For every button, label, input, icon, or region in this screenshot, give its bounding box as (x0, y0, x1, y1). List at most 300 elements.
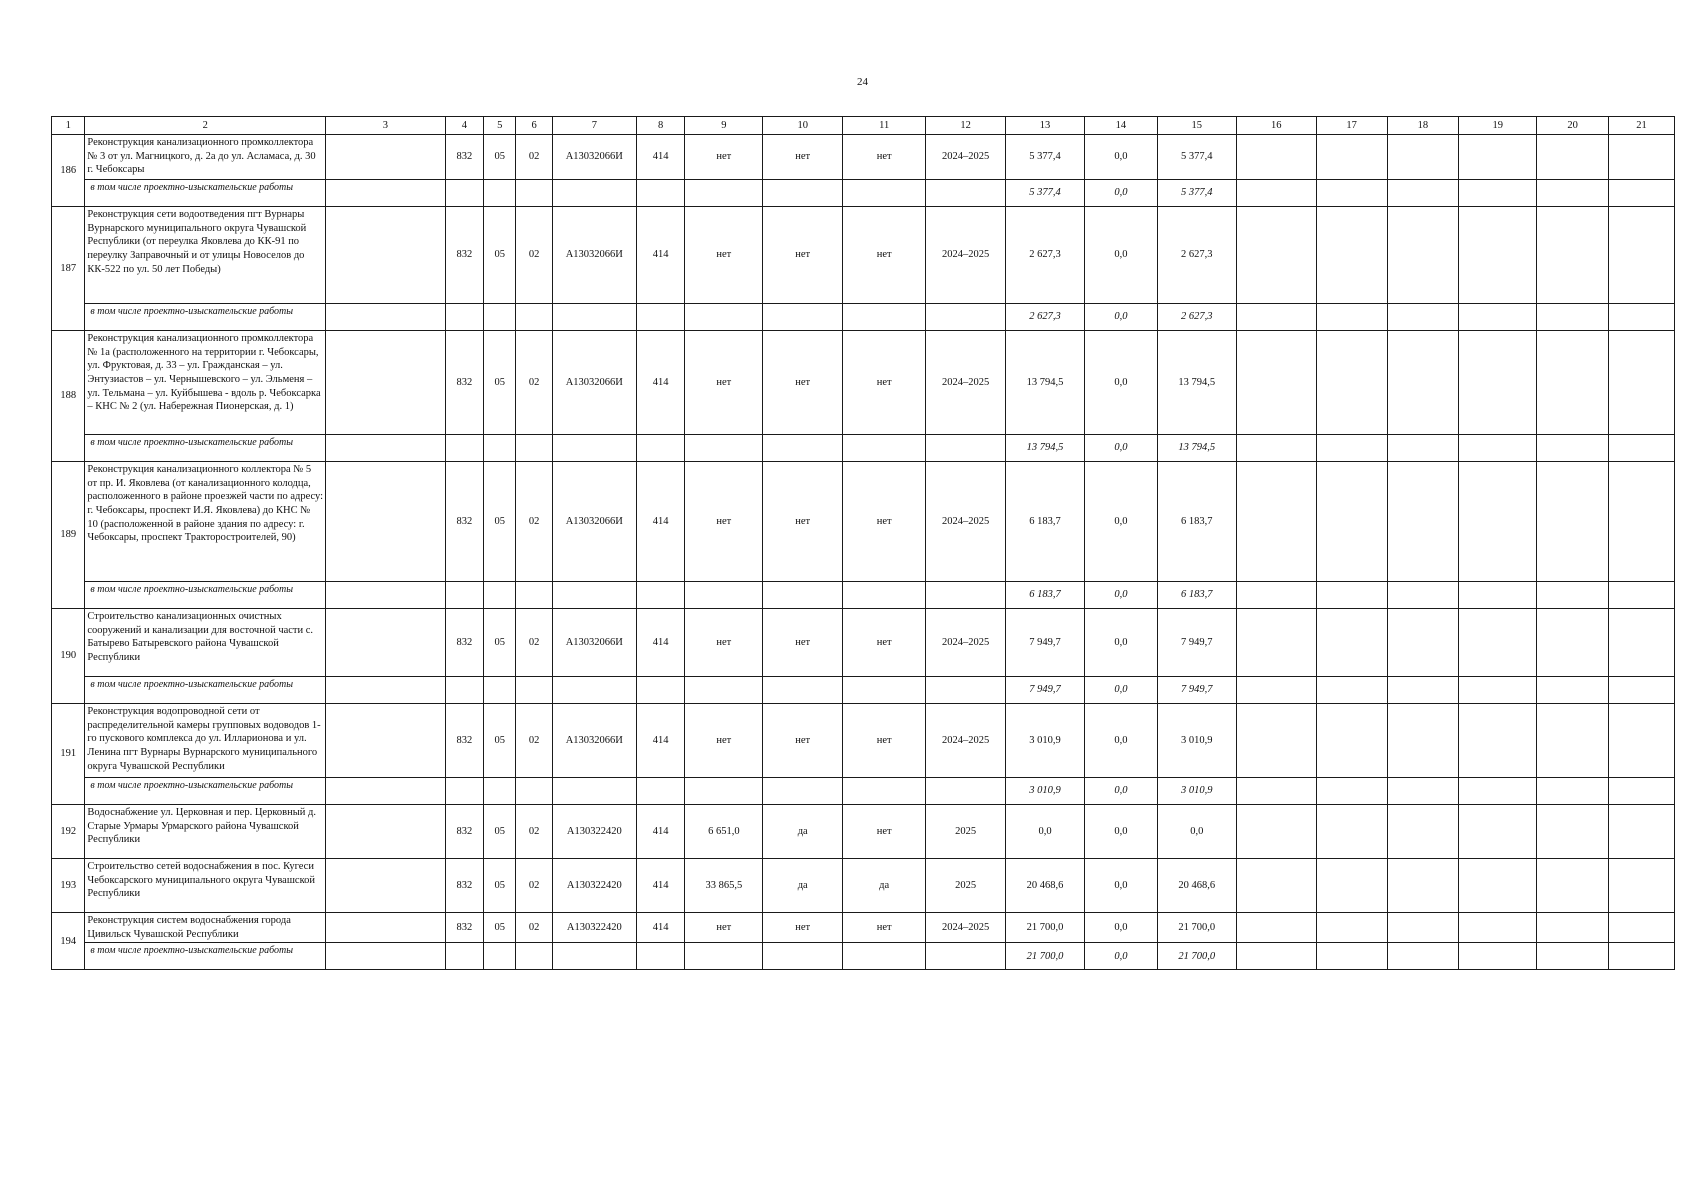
cell-col-16 (1236, 135, 1316, 180)
row-number: 193 (52, 859, 85, 913)
column-number-21: 21 (1609, 117, 1675, 135)
cell-col-17 (1316, 207, 1387, 304)
cell-col-8 (636, 778, 685, 805)
cell-col-10: нет (763, 704, 843, 778)
cell-col-9: нет (685, 913, 763, 943)
cell-col-21 (1609, 435, 1675, 462)
cell-col-15: 0,0 (1157, 805, 1236, 859)
cell-col-18 (1387, 778, 1459, 805)
column-number-3: 3 (326, 117, 445, 135)
object-name: Реконструкция водопроводной сети от распределительной камеры групповых водоводов 1-го пускового комплекса до ул. Илларионова и ул. Ленина пгт Вурнары Вурнарского муниципального округа Чувашской Республики (85, 704, 326, 778)
cell-col-8: 414 (636, 462, 685, 582)
table-row (52, 859, 1675, 913)
cell-col-8: 414 (636, 609, 685, 677)
cell-col-16 (1236, 304, 1316, 331)
row-number: 189 (52, 462, 85, 609)
subtotal-col-14: 0,0 (1085, 943, 1158, 970)
cell-col-11 (843, 180, 926, 207)
cell-col-18 (1387, 805, 1459, 859)
column-numbers-row (52, 117, 1675, 135)
subtotal-col-13: 13 794,5 (1006, 435, 1085, 462)
subtotal-col-14: 0,0 (1085, 582, 1158, 609)
cell-col-11: нет (843, 609, 926, 677)
cell-col-16 (1236, 805, 1316, 859)
cell-col-21 (1609, 805, 1675, 859)
cell-col-19 (1459, 207, 1537, 304)
subtotal-label: в том числе проектно-изыскательские работы (85, 304, 326, 331)
cell-col-4: 832 (445, 704, 483, 778)
object-name: Реконструкция сети водоотведения пгт Вурнары Вурнарского муниципального округа Чувашской Республики (от переулка Яковлева до КК-91 по переулку Заправочный и от улицы Новоселов до КК-522 по ул. 50 лет Победы) (85, 207, 326, 304)
cell-col-14: 0,0 (1085, 805, 1158, 859)
cell-col-5: 05 (484, 609, 516, 677)
cell-col-16 (1236, 778, 1316, 805)
cell-col-18 (1387, 859, 1459, 913)
cell-col-6 (516, 180, 552, 207)
cell-col-9: 6 651,0 (685, 805, 763, 859)
subtotal-row (52, 778, 1675, 805)
column-number-4: 4 (445, 117, 483, 135)
cell-col-21 (1609, 180, 1675, 207)
cell-col-9: нет (685, 331, 763, 435)
cell-col-8 (636, 304, 685, 331)
subtotal-col-13: 5 377,4 (1006, 180, 1085, 207)
object-name: Строительство сетей водоснабжения в пос. Кугеси Чебоксарского муниципального округа Чувашской Республики (85, 859, 326, 913)
cell-col-10 (763, 180, 843, 207)
cell-col-17 (1316, 805, 1387, 859)
cell-col-8 (636, 435, 685, 462)
object-name: Реконструкция канализационного промколлектора № 3 от ул. Магницкого, д. 2а до ул. Асламаса, д. 30 г. Чебоксары (85, 135, 326, 180)
cell-col-14: 0,0 (1085, 859, 1158, 913)
cell-col-4: 832 (445, 331, 483, 435)
table-row (52, 207, 1675, 304)
cell-col-20 (1537, 582, 1609, 609)
cell-col-11 (843, 943, 926, 970)
subtotal-label: в том числе проектно-изыскательские работы (85, 778, 326, 805)
cell-col-18 (1387, 943, 1459, 970)
row-number: 191 (52, 704, 85, 805)
cell-col-4: 832 (445, 207, 483, 304)
cell-col-4 (445, 677, 483, 704)
table-row (52, 805, 1675, 859)
cell-col-20 (1537, 704, 1609, 778)
subtotal-col-15: 7 949,7 (1157, 677, 1236, 704)
cell-col-7 (552, 582, 636, 609)
cell-col-20 (1537, 462, 1609, 582)
cell-col-7 (552, 304, 636, 331)
cell-col-21 (1609, 462, 1675, 582)
cell-col-6: 02 (516, 135, 552, 180)
object-name: Строительство канализационных очистных сооружений и канализации для восточной части с. Батырево Батыревского района Чувашской Республики (85, 609, 326, 677)
cell-col-20 (1537, 677, 1609, 704)
cell-col-10: нет (763, 913, 843, 943)
cell-col-3 (326, 304, 445, 331)
cell-col-13: 20 468,6 (1006, 859, 1085, 913)
cell-col-9 (685, 943, 763, 970)
cell-col-10 (763, 304, 843, 331)
cell-col-14: 0,0 (1085, 331, 1158, 435)
row-number: 192 (52, 805, 85, 859)
object-name: Водоснабжение ул. Церковная и пер. Церковный д. Старые Урмары Урмарского района Чувашской Республики (85, 805, 326, 859)
column-number-7: 7 (552, 117, 636, 135)
cell-col-5: 05 (484, 913, 516, 943)
cell-col-20 (1537, 331, 1609, 435)
cell-col-7: А13032066И (552, 331, 636, 435)
cell-col-3 (326, 331, 445, 435)
cell-col-11: нет (843, 805, 926, 859)
cell-col-8: 414 (636, 913, 685, 943)
cell-col-12: 2025 (926, 859, 1006, 913)
cell-col-6: 02 (516, 805, 552, 859)
cell-col-20 (1537, 943, 1609, 970)
cell-col-10: нет (763, 331, 843, 435)
cell-col-11: нет (843, 331, 926, 435)
column-number-2: 2 (85, 117, 326, 135)
cell-col-18 (1387, 304, 1459, 331)
cell-col-3 (326, 704, 445, 778)
cell-col-14: 0,0 (1085, 704, 1158, 778)
cell-col-16 (1236, 435, 1316, 462)
subtotal-col-15: 6 183,7 (1157, 582, 1236, 609)
cell-col-16 (1236, 180, 1316, 207)
cell-col-8: 414 (636, 859, 685, 913)
cell-col-7: А13032066И (552, 135, 636, 180)
cell-col-18 (1387, 135, 1459, 180)
cell-col-8 (636, 180, 685, 207)
cell-col-12 (926, 180, 1006, 207)
cell-col-9 (685, 778, 763, 805)
cell-col-11: нет (843, 207, 926, 304)
cell-col-17 (1316, 859, 1387, 913)
cell-col-20 (1537, 304, 1609, 331)
cell-col-7: А130322420 (552, 859, 636, 913)
cell-col-17 (1316, 704, 1387, 778)
cell-col-7: А13032066И (552, 207, 636, 304)
cell-col-12: 2024–2025 (926, 331, 1006, 435)
cell-col-8: 414 (636, 135, 685, 180)
subtotal-col-14: 0,0 (1085, 435, 1158, 462)
cell-col-6: 02 (516, 207, 552, 304)
subtotal-row (52, 304, 1675, 331)
cell-col-9: нет (685, 135, 763, 180)
cell-col-5 (484, 180, 516, 207)
cell-col-4 (445, 943, 483, 970)
cell-col-3 (326, 582, 445, 609)
cell-col-7: А13032066И (552, 704, 636, 778)
cell-col-5: 05 (484, 207, 516, 304)
cell-col-7 (552, 943, 636, 970)
cell-col-5: 05 (484, 331, 516, 435)
cell-col-17 (1316, 135, 1387, 180)
column-number-1: 1 (52, 117, 85, 135)
cell-col-13: 2 627,3 (1006, 207, 1085, 304)
table-row (52, 913, 1675, 943)
cell-col-10: нет (763, 135, 843, 180)
cell-col-14: 0,0 (1085, 135, 1158, 180)
cell-col-4 (445, 304, 483, 331)
cell-col-4 (445, 778, 483, 805)
cell-col-4: 832 (445, 135, 483, 180)
column-number-14: 14 (1085, 117, 1158, 135)
cell-col-6 (516, 677, 552, 704)
cell-col-17 (1316, 582, 1387, 609)
cell-col-12 (926, 582, 1006, 609)
cell-col-19 (1459, 913, 1537, 943)
cell-col-4: 832 (445, 462, 483, 582)
cell-col-11 (843, 582, 926, 609)
row-number: 187 (52, 207, 85, 331)
cell-col-21 (1609, 913, 1675, 943)
cell-col-13: 21 700,0 (1006, 913, 1085, 943)
cell-col-16 (1236, 331, 1316, 435)
subtotal-col-14: 0,0 (1085, 304, 1158, 331)
cell-col-3 (326, 859, 445, 913)
cell-col-5: 05 (484, 805, 516, 859)
column-number-8: 8 (636, 117, 685, 135)
cell-col-20 (1537, 435, 1609, 462)
cell-col-9 (685, 582, 763, 609)
cell-col-15: 13 794,5 (1157, 331, 1236, 435)
cell-col-13: 3 010,9 (1006, 704, 1085, 778)
cell-col-13: 6 183,7 (1006, 462, 1085, 582)
column-number-5: 5 (484, 117, 516, 135)
cell-col-4: 832 (445, 805, 483, 859)
cell-col-11 (843, 677, 926, 704)
cell-col-10: нет (763, 462, 843, 582)
cell-col-18 (1387, 180, 1459, 207)
cell-col-11: нет (843, 462, 926, 582)
cell-col-7 (552, 778, 636, 805)
cell-col-12 (926, 304, 1006, 331)
cell-col-9: нет (685, 704, 763, 778)
cell-col-7 (552, 435, 636, 462)
cell-col-16 (1236, 609, 1316, 677)
cell-col-4 (445, 435, 483, 462)
cell-col-4 (445, 180, 483, 207)
cell-col-19 (1459, 135, 1537, 180)
column-number-17: 17 (1316, 117, 1387, 135)
cell-col-5: 05 (484, 859, 516, 913)
cell-col-8: 414 (636, 805, 685, 859)
cell-col-12 (926, 943, 1006, 970)
cell-col-12: 2025 (926, 805, 1006, 859)
cell-col-6 (516, 778, 552, 805)
cell-col-8 (636, 677, 685, 704)
cell-col-12: 2024–2025 (926, 609, 1006, 677)
cell-col-9: 33 865,5 (685, 859, 763, 913)
cell-col-8 (636, 943, 685, 970)
cell-col-6: 02 (516, 704, 552, 778)
cell-col-19 (1459, 609, 1537, 677)
cell-col-11 (843, 435, 926, 462)
column-number-13: 13 (1006, 117, 1085, 135)
cell-col-5 (484, 943, 516, 970)
cell-col-3 (326, 180, 445, 207)
subtotal-col-14: 0,0 (1085, 677, 1158, 704)
cell-col-16 (1236, 462, 1316, 582)
cell-col-12: 2024–2025 (926, 135, 1006, 180)
cell-col-20 (1537, 180, 1609, 207)
cell-col-14: 0,0 (1085, 913, 1158, 943)
cell-col-21 (1609, 304, 1675, 331)
cell-col-6 (516, 304, 552, 331)
cell-col-11: да (843, 859, 926, 913)
cell-col-12: 2024–2025 (926, 913, 1006, 943)
subtotal-col-13: 2 627,3 (1006, 304, 1085, 331)
cell-col-5 (484, 435, 516, 462)
subtotal-row (52, 677, 1675, 704)
cell-col-17 (1316, 435, 1387, 462)
cell-col-9 (685, 180, 763, 207)
row-number: 194 (52, 913, 85, 970)
cell-col-18 (1387, 331, 1459, 435)
row-number: 186 (52, 135, 85, 207)
subtotal-label: в том числе проектно-изыскательские работы (85, 677, 326, 704)
object-name: Реконструкция канализационного коллектора № 5 от пр. И. Яковлева (от канализационного колодца, расположенного в районе проезжей части по адресу: г. Чебоксары, проспект И.Я. Яковлева) до КНС № 10 (расположенной в районе здания по адресу: г. Чебоксары, проспект Тракторостроителей, 90) (85, 462, 326, 582)
object-name: Реконструкция канализационного промколлектора № 1а (расположенного на территории г. Чебоксары, ул. Фруктовая, д. 33 – ул. Гражданская – ул. Энтузиастов – ул. Чернышевского – ул. Эльменя – ул. Тельмана – ул. Куйбышева - вдоль р. Чебоксарка – КНС № 2 (ул. Набережная Пионерская, д. 1) (85, 331, 326, 435)
table-row (52, 462, 1675, 582)
cell-col-21 (1609, 677, 1675, 704)
cell-col-13: 5 377,4 (1006, 135, 1085, 180)
cell-col-3 (326, 677, 445, 704)
table-row (52, 609, 1675, 677)
cell-col-10 (763, 677, 843, 704)
cell-col-6 (516, 435, 552, 462)
subtotal-col-15: 13 794,5 (1157, 435, 1236, 462)
column-number-15: 15 (1157, 117, 1236, 135)
subtotal-col-15: 2 627,3 (1157, 304, 1236, 331)
cell-col-20 (1537, 859, 1609, 913)
cell-col-17 (1316, 677, 1387, 704)
cell-col-19 (1459, 943, 1537, 970)
cell-col-5 (484, 677, 516, 704)
cell-col-18 (1387, 704, 1459, 778)
cell-col-21 (1609, 704, 1675, 778)
cell-col-5 (484, 582, 516, 609)
cell-col-17 (1316, 913, 1387, 943)
cell-col-5: 05 (484, 462, 516, 582)
cell-col-19 (1459, 462, 1537, 582)
cell-col-3 (326, 778, 445, 805)
cell-col-15: 6 183,7 (1157, 462, 1236, 582)
cell-col-12 (926, 435, 1006, 462)
cell-col-17 (1316, 609, 1387, 677)
cell-col-19 (1459, 435, 1537, 462)
cell-col-6: 02 (516, 859, 552, 913)
cell-col-21 (1609, 582, 1675, 609)
table-row (52, 135, 1675, 180)
subtotal-row (52, 943, 1675, 970)
column-number-6: 6 (516, 117, 552, 135)
subtotal-col-14: 0,0 (1085, 180, 1158, 207)
cell-col-18 (1387, 207, 1459, 304)
column-number-10: 10 (763, 117, 843, 135)
cell-col-3 (326, 462, 445, 582)
subtotal-col-15: 5 377,4 (1157, 180, 1236, 207)
cell-col-9: нет (685, 207, 763, 304)
cell-col-3 (326, 943, 445, 970)
cell-col-10: да (763, 859, 843, 913)
cell-col-7 (552, 180, 636, 207)
column-number-19: 19 (1459, 117, 1537, 135)
cell-col-17 (1316, 778, 1387, 805)
subtotal-label: в том числе проектно-изыскательские работы (85, 582, 326, 609)
cell-col-6: 02 (516, 609, 552, 677)
cell-col-17 (1316, 304, 1387, 331)
cell-col-12: 2024–2025 (926, 704, 1006, 778)
table-row (52, 331, 1675, 435)
budget-table (51, 116, 1675, 970)
cell-col-4: 832 (445, 609, 483, 677)
subtotal-row (52, 180, 1675, 207)
cell-col-17 (1316, 943, 1387, 970)
cell-col-10 (763, 778, 843, 805)
cell-col-19 (1459, 704, 1537, 778)
cell-col-15: 2 627,3 (1157, 207, 1236, 304)
subtotal-label: в том числе проектно-изыскательские работы (85, 943, 326, 970)
cell-col-3 (326, 435, 445, 462)
cell-col-3 (326, 609, 445, 677)
cell-col-3 (326, 207, 445, 304)
cell-col-16 (1236, 943, 1316, 970)
cell-col-20 (1537, 913, 1609, 943)
cell-col-18 (1387, 462, 1459, 582)
cell-col-6: 02 (516, 462, 552, 582)
cell-col-17 (1316, 180, 1387, 207)
subtotal-col-15: 3 010,9 (1157, 778, 1236, 805)
cell-col-10 (763, 943, 843, 970)
cell-col-15: 3 010,9 (1157, 704, 1236, 778)
cell-col-7: А13032066И (552, 462, 636, 582)
cell-col-19 (1459, 582, 1537, 609)
cell-col-16 (1236, 677, 1316, 704)
cell-col-19 (1459, 180, 1537, 207)
cell-col-8: 414 (636, 207, 685, 304)
cell-col-19 (1459, 677, 1537, 704)
cell-col-15: 21 700,0 (1157, 913, 1236, 943)
cell-col-10: да (763, 805, 843, 859)
cell-col-12 (926, 778, 1006, 805)
subtotal-label: в том числе проектно-изыскательские работы (85, 180, 326, 207)
cell-col-20 (1537, 207, 1609, 304)
cell-col-16 (1236, 859, 1316, 913)
column-number-11: 11 (843, 117, 926, 135)
cell-col-18 (1387, 582, 1459, 609)
cell-col-5: 05 (484, 135, 516, 180)
cell-col-9: нет (685, 462, 763, 582)
cell-col-18 (1387, 435, 1459, 462)
cell-col-5: 05 (484, 704, 516, 778)
cell-col-4: 832 (445, 913, 483, 943)
column-number-12: 12 (926, 117, 1006, 135)
cell-col-11 (843, 778, 926, 805)
cell-col-10: нет (763, 207, 843, 304)
cell-col-14: 0,0 (1085, 609, 1158, 677)
cell-col-16 (1236, 582, 1316, 609)
subtotal-col-13: 3 010,9 (1006, 778, 1085, 805)
cell-col-3 (326, 135, 445, 180)
cell-col-15: 20 468,6 (1157, 859, 1236, 913)
cell-col-10: нет (763, 609, 843, 677)
cell-col-6 (516, 943, 552, 970)
cell-col-8: 414 (636, 704, 685, 778)
cell-col-4: 832 (445, 859, 483, 913)
cell-col-19 (1459, 778, 1537, 805)
cell-col-7: А130322420 (552, 913, 636, 943)
cell-col-16 (1236, 704, 1316, 778)
cell-col-5 (484, 304, 516, 331)
cell-col-6 (516, 582, 552, 609)
row-number: 190 (52, 609, 85, 704)
